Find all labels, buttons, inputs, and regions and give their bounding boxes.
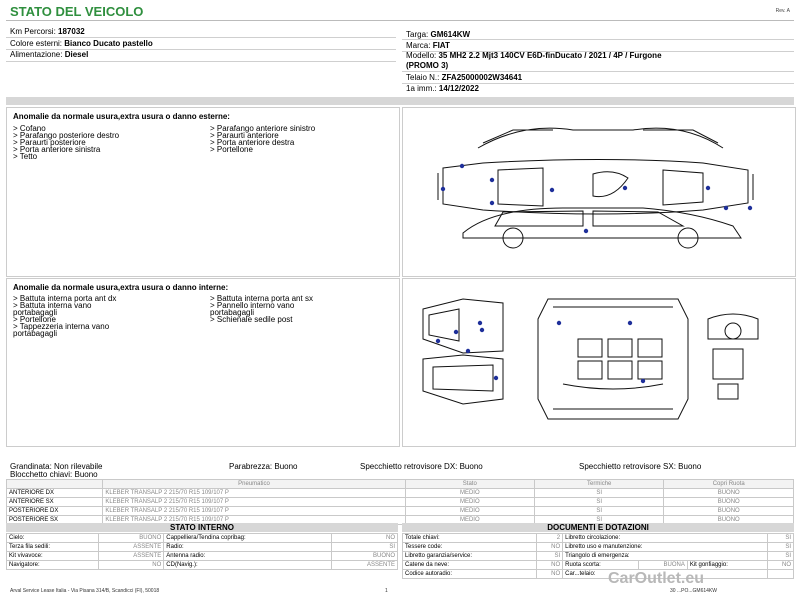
field-value: NO	[537, 543, 563, 552]
field-value: BUONO	[332, 552, 398, 561]
external-damage-title: Anomalie da normale usura,extra usura o danno esterne:	[13, 112, 230, 121]
column-header	[7, 480, 103, 489]
field-value: NO	[537, 570, 563, 579]
tyre-state: MEDIO	[405, 489, 534, 498]
field-value	[767, 570, 793, 579]
column-header: Copri Ruota	[664, 480, 794, 489]
internal-damage-panel	[6, 278, 400, 447]
tyre-thermal: SI	[534, 516, 663, 525]
damage-marker	[628, 321, 632, 325]
field-label: Cielo:	[7, 534, 99, 543]
field-label: Triangolo di emergenza:	[563, 552, 768, 561]
table-row	[7, 561, 398, 570]
field-label: Libretto circolazione:	[563, 534, 768, 543]
tyres-table	[6, 479, 794, 525]
field-value: BUONO	[98, 534, 164, 543]
registration-row: 1a imm.: 14/12/2022	[406, 84, 479, 93]
hail-status: Grandinata: Non rilevabile	[10, 462, 103, 471]
table-row	[7, 534, 398, 543]
list-item: > Portellone	[210, 145, 253, 154]
table-row	[7, 507, 794, 516]
field-value: ASSENTE	[332, 561, 398, 570]
field-label: Navigatore:	[7, 561, 99, 570]
damage-marker	[490, 178, 494, 182]
list-item: > Schienale sedile post	[210, 315, 293, 324]
list-item: > Battuta interna porta ant dx	[13, 294, 117, 303]
brand-row: Marca: FIAT	[406, 41, 450, 50]
field-label: Terza fila sedili:	[7, 543, 99, 552]
field-value: ASSENTE	[98, 543, 164, 552]
keys-status: Blocchetto chiavi: Buono	[10, 470, 98, 479]
damage-marker	[641, 379, 645, 383]
external-damage-list-right	[210, 125, 315, 153]
table-header-row	[7, 480, 794, 489]
damage-marker	[466, 349, 470, 353]
list-item: > Battuta interna vano	[13, 301, 92, 310]
list-item: portabagagli	[210, 308, 255, 317]
mirror-dx-status: Specchietto retrovisore DX: Buono	[360, 462, 483, 471]
tyre-thermal: SI	[534, 507, 663, 516]
column-header: Pneumatico	[103, 480, 405, 489]
row-divider	[6, 61, 396, 62]
internal-damage-title: Anomalie da normale usura,extra usura o danno interne:	[13, 283, 229, 292]
list-item: > Parafango anteriore sinistro	[210, 124, 316, 133]
list-item: > Portellone	[13, 315, 56, 324]
table-row	[7, 543, 398, 552]
km-row: Km Percorsi: 187032	[10, 27, 85, 36]
row-divider	[402, 71, 794, 72]
damage-marker	[557, 321, 561, 325]
tyre-model: KLEBER TRANSALP 2 215/70 R15 109/107 P	[103, 498, 405, 507]
footer-page-number: 1	[385, 588, 388, 594]
list-item: portabagagli	[13, 308, 58, 317]
field-label: Tessere code:	[403, 543, 537, 552]
field-label: Libretto uso e manutenzione:	[563, 543, 768, 552]
tyre-position: POSTERIORE SX	[7, 516, 103, 525]
list-item: > Cofano	[13, 124, 46, 133]
damage-marker	[436, 339, 440, 343]
table-row	[403, 570, 794, 579]
field-label: Car...telaio:	[563, 570, 768, 579]
list-item: > Paraurti anteriore	[210, 131, 279, 140]
field-value: SI	[767, 534, 793, 543]
external-car-diagram	[402, 107, 796, 277]
field-value: SI	[332, 543, 398, 552]
car-interior-drawing	[403, 279, 795, 446]
damage-marker	[748, 206, 752, 210]
footer-company: Arval Service Lease Italia - Via Pisana 314/B, Scandicci (FI), 50018	[10, 588, 160, 594]
model-row-cont: (PROMO 3)	[406, 61, 449, 70]
field-value: NO	[537, 561, 563, 570]
watermark-logo: CarOutlet.eu	[608, 570, 705, 587]
documents-heading: DOCUMENTI E DOTAZIONI	[402, 523, 794, 532]
field-label: CD(Navig.):	[164, 561, 332, 570]
color-row: Colore esterni: Bianco Ducato pastello	[10, 39, 153, 48]
tyre-state: MEDIO	[405, 507, 534, 516]
damage-marker	[706, 186, 710, 190]
internal-car-diagram	[402, 278, 796, 447]
table-row	[7, 498, 794, 507]
tyre-position: ANTERIORE SX	[7, 498, 103, 507]
list-item: > Tetto	[13, 152, 38, 161]
table-row	[403, 552, 794, 561]
tyre-position: ANTERIORE DX	[7, 489, 103, 498]
list-item: > Tappezzeria interna vano	[13, 322, 110, 331]
damage-marker	[623, 186, 627, 190]
list-item: > Porta anteriore destra	[210, 138, 295, 147]
column-header: Termiche	[534, 480, 663, 489]
model-row: Modello: 35 MH2 2.2 Mjt3 140CV E6D-finDucato / 2021 / 4P / Furgone	[406, 51, 662, 60]
damage-marker	[724, 206, 728, 210]
tyre-thermal: SI	[534, 489, 663, 498]
damage-marker	[550, 188, 554, 192]
list-item: > Battuta interna porta ant sx	[210, 294, 313, 303]
field-label: Codice autoradio:	[403, 570, 537, 579]
damage-marker	[454, 330, 458, 334]
damage-marker	[490, 201, 494, 205]
field-label: Antenna radio:	[164, 552, 332, 561]
page-title: STATO DEL VEICOLO	[10, 4, 144, 19]
tyre-thermal: SI	[534, 498, 663, 507]
chassis-row: Telaio N.: ZFA25000002W34641	[406, 73, 523, 82]
list-item: > Porta anteriore sinistra	[13, 145, 101, 154]
table-row	[7, 552, 398, 561]
field-label: Totale chiavi:	[403, 534, 537, 543]
list-item: > Pannello interno vano	[210, 301, 295, 310]
field-value: NO	[98, 561, 164, 570]
damage-marker	[460, 164, 464, 168]
field-label: Cappelliera/Tendina copribag:	[164, 534, 332, 543]
plate-row: Targa: GM614KW	[406, 30, 471, 39]
table-row	[403, 543, 794, 552]
field-value: SI	[767, 543, 793, 552]
table-row	[403, 561, 794, 570]
tyre-state: MEDIO	[405, 516, 534, 525]
tyre-state: MEDIO	[405, 498, 534, 507]
field-label: Catene da neve:	[403, 561, 537, 570]
column-header: Stato	[405, 480, 534, 489]
tyre-hubcap: BUONO	[664, 516, 794, 525]
fuel-row: Alimentazione: Diesel	[10, 50, 89, 59]
tyre-model: KLEBER TRANSALP 2 215/70 R15 109/107 P	[103, 507, 405, 516]
field-label: Libretto garanzia/service:	[403, 552, 537, 561]
revision-label: Rev. A	[775, 8, 790, 14]
documents-table	[402, 533, 794, 579]
damage-marker	[480, 328, 484, 332]
windshield-status: Parabrezza: Buono	[229, 462, 298, 471]
tyre-hubcap: BUONO	[664, 489, 794, 498]
list-item: > Parafango posteriore destro	[13, 131, 120, 140]
field-value: NO	[332, 534, 398, 543]
internal-damage-list-right	[210, 295, 313, 323]
section-band	[6, 97, 794, 105]
field-label: Kit gonfiaggio:	[687, 561, 767, 570]
table-row	[7, 489, 794, 498]
damage-marker	[441, 187, 445, 191]
list-item: > Paraurti posteriore	[13, 138, 86, 147]
footer-reference: 30 ...PO...GM614KW	[670, 588, 717, 594]
table-row	[403, 534, 794, 543]
damage-marker	[584, 229, 588, 233]
tyre-hubcap: BUONO	[664, 498, 794, 507]
field-label: Ruota scorta:	[563, 561, 639, 570]
interior-state-heading: STATO INTERNO	[6, 523, 398, 532]
interior-state-table	[6, 533, 398, 570]
car-exterior-drawing	[403, 108, 795, 276]
tyre-hubcap: BUONO	[664, 507, 794, 516]
field-value: SI	[767, 552, 793, 561]
external-damage-list-left	[13, 125, 119, 160]
internal-damage-list-left	[13, 295, 116, 337]
list-item: portabagagli	[13, 329, 58, 338]
tyre-model: KLEBER TRANSALP 2 215/70 R15 109/107 P	[103, 516, 405, 525]
external-damage-panel	[6, 107, 400, 277]
field-label: Kit vivavoce:	[7, 552, 99, 561]
damage-marker	[478, 321, 482, 325]
field-value: BUONA	[638, 561, 687, 570]
row-divider	[402, 39, 794, 40]
mirror-sx-status: Specchietto retrovisore SX: Buono	[579, 462, 702, 471]
field-value: NO	[767, 561, 793, 570]
header-divider	[6, 20, 794, 21]
tyre-model: KLEBER TRANSALP 2 215/70 R15 109/107 P	[103, 489, 405, 498]
damage-marker	[494, 376, 498, 380]
field-value: SI	[537, 552, 563, 561]
tyre-position: POSTERIORE DX	[7, 507, 103, 516]
row-divider	[6, 37, 396, 38]
field-value: 2	[537, 534, 563, 543]
field-value: ASSENTE	[98, 552, 164, 561]
field-label: Radio:	[164, 543, 332, 552]
